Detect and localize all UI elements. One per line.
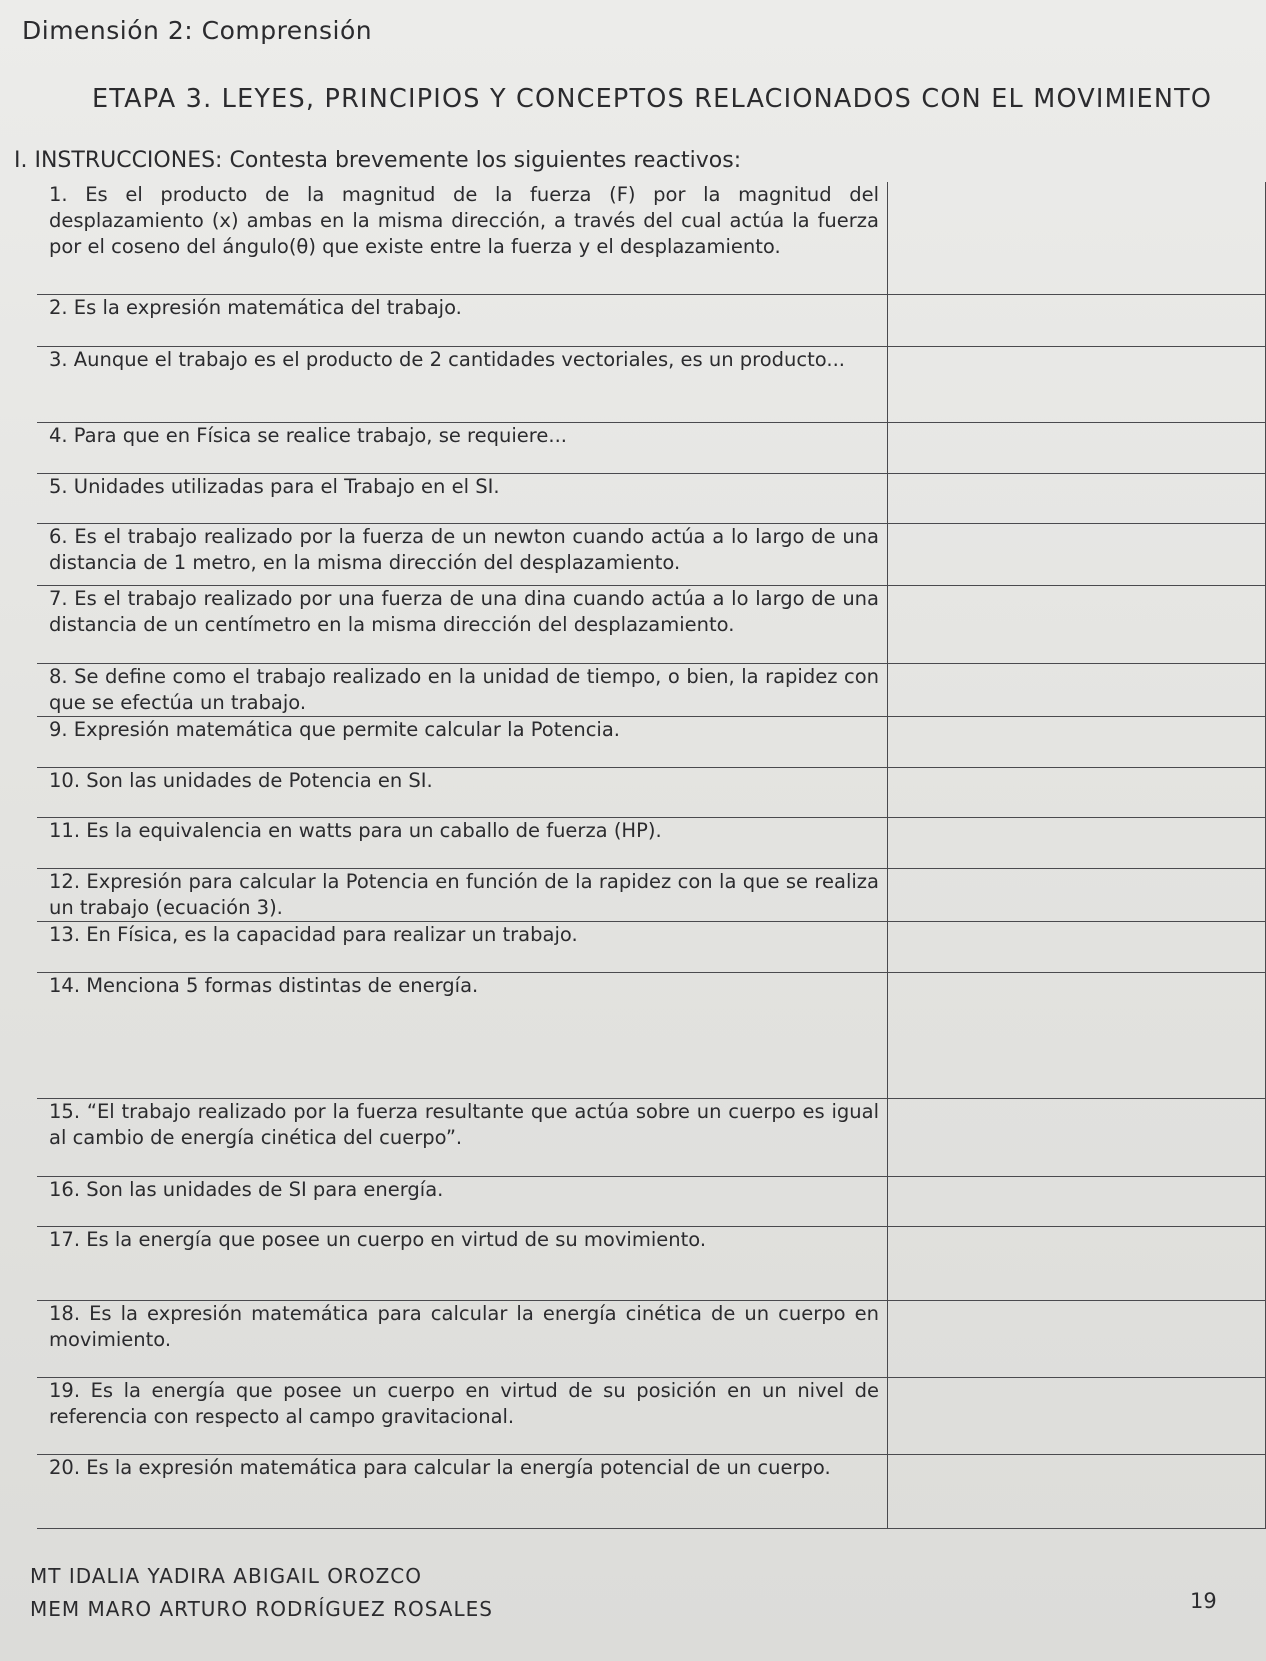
question-text: 14. Menciona 5 formas distintas de energía. <box>37 972 888 1098</box>
question-text: 11. Es la equivalencia en watts para un caballo de fuerza (HP). <box>37 817 888 868</box>
question-row <box>37 716 1266 767</box>
question-text: 10. Son las unidades de Potencia en SI. <box>37 767 888 817</box>
answer-cell[interactable] <box>888 972 1266 1098</box>
question-row <box>37 817 1266 868</box>
answer-cell[interactable] <box>888 294 1266 346</box>
answer-cell[interactable] <box>888 1176 1266 1226</box>
answer-cell[interactable] <box>888 473 1266 523</box>
question-row <box>37 1300 1266 1377</box>
page-number: 19 <box>1190 1589 1217 1613</box>
question-text: 9. Expresión matemática que permite calcular la Potencia. <box>37 716 888 767</box>
question-row <box>37 972 1266 1098</box>
question-text: 1. Es el producto de la magnitud de la fuerza (F) por la magnitud del desplazamiento (x) ambas en la misma dirección, a través del cual actúa la fuerza por el coseno del ángulo(θ) que existe entre la fuerza y el desplazamiento. <box>37 182 888 294</box>
answer-cell[interactable] <box>888 1226 1266 1300</box>
question-row <box>37 585 1266 663</box>
answer-cell[interactable] <box>888 1377 1266 1454</box>
question-row <box>37 1226 1266 1300</box>
question-row <box>37 1176 1266 1226</box>
question-row <box>37 182 1266 294</box>
question-text: 8. Se define como el trabajo realizado en la unidad de tiempo, o bien, la rapidez con que se efectúa un trabajo. <box>37 663 888 716</box>
answer-cell[interactable] <box>888 1454 1266 1528</box>
question-row <box>37 767 1266 817</box>
answer-cell[interactable] <box>888 182 1266 294</box>
question-text: 16. Son las unidades de SI para energía. <box>37 1176 888 1226</box>
question-row <box>37 1377 1266 1454</box>
answer-cell[interactable] <box>888 523 1266 585</box>
question-text: 15. “El trabajo realizado por la fuerza resultante que actúa sobre un cuerpo es igual al cambio de energía cinética del cuerpo”. <box>37 1098 888 1176</box>
question-row <box>37 663 1266 716</box>
question-row <box>37 1098 1266 1176</box>
question-text: 13. En Física, es la capacidad para realizar un trabajo. <box>37 921 888 972</box>
answer-cell[interactable] <box>888 716 1266 767</box>
stage-title: ETAPA 3. LEYES, PRINCIPIOS Y CONCEPTOS RELACIONADOS CON EL MOVIMIENTO <box>92 84 1213 114</box>
answer-cell[interactable] <box>888 921 1266 972</box>
author-2: MEM MARO ARTURO RODRÍGUEZ ROSALES <box>30 1597 493 1621</box>
questions-table <box>37 182 1266 1529</box>
question-row <box>37 921 1266 972</box>
question-text: 3. Aunque el trabajo es el producto de 2 cantidades vectoriales, es un producto... <box>37 346 888 422</box>
author-1: MT IDALIA YADIRA ABIGAIL OROZCO <box>30 1564 422 1588</box>
answer-cell[interactable] <box>888 422 1266 473</box>
question-row <box>37 1454 1266 1528</box>
question-text: 6. Es el trabajo realizado por la fuerza de un newton cuando actúa a lo largo de una distancia de 1 metro, en la misma dirección del desplazamiento. <box>37 523 888 585</box>
question-text: 7. Es el trabajo realizado por una fuerza de una dina cuando actúa a lo largo de una distancia de un centímetro en la misma dirección del desplazamiento. <box>37 585 888 663</box>
instructions: I. INSTRUCCIONES: Contesta brevemente los siguientes reactivos: <box>14 148 742 173</box>
answer-cell[interactable] <box>888 1098 1266 1176</box>
answer-cell[interactable] <box>888 585 1266 663</box>
question-text: 4. Para que en Física se realice trabajo, se requiere... <box>37 422 888 473</box>
dimension-heading: Dimensión 2: Comprensión <box>22 16 373 45</box>
answer-cell[interactable] <box>888 1300 1266 1377</box>
question-row <box>37 422 1266 473</box>
question-text: 12. Expresión para calcular la Potencia en función de la rapidez con la que se realiza un trabajo (ecuación 3). <box>37 868 888 921</box>
answer-cell[interactable] <box>888 817 1266 868</box>
question-row <box>37 346 1266 422</box>
question-text: 2. Es la expresión matemática del trabajo. <box>37 294 888 346</box>
question-row <box>37 473 1266 523</box>
answer-cell[interactable] <box>888 767 1266 817</box>
question-row <box>37 868 1266 921</box>
question-text: 19. Es la energía que posee un cuerpo en virtud de su posición en un nivel de referencia con respecto al campo gravitacional. <box>37 1377 888 1454</box>
question-text: 20. Es la expresión matemática para calcular la energía potencial de un cuerpo. <box>37 1454 888 1528</box>
answer-cell[interactable] <box>888 346 1266 422</box>
question-text: 5. Unidades utilizadas para el Trabajo en el SI. <box>37 473 888 523</box>
answer-cell[interactable] <box>888 663 1266 716</box>
question-text: 18. Es la expresión matemática para calcular la energía cinética de un cuerpo en movimiento. <box>37 1300 888 1377</box>
question-row <box>37 294 1266 346</box>
question-row <box>37 523 1266 585</box>
answer-cell[interactable] <box>888 868 1266 921</box>
question-text: 17. Es la energía que posee un cuerpo en virtud de su movimiento. <box>37 1226 888 1300</box>
